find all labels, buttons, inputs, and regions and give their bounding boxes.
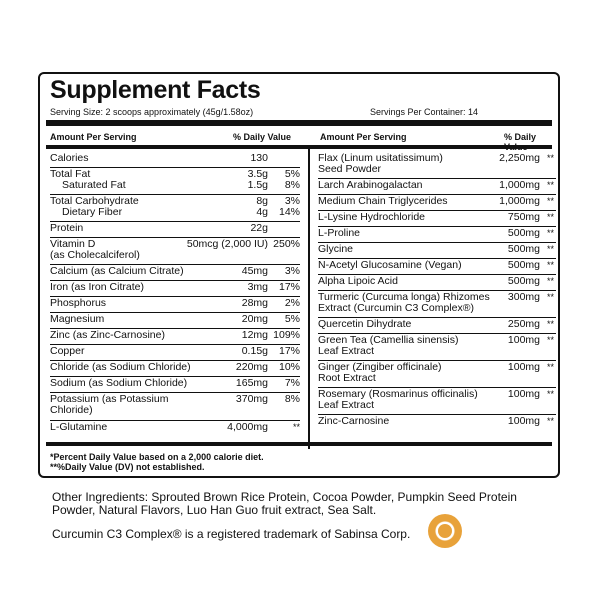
nutrient-amount: 500mg [507,243,540,255]
nutrient-name: Sodium (as Sodium Chloride) [50,377,188,389]
nutrient-name-line2: Leaf Extract [318,399,375,411]
nutrient-amount: 250mg [507,318,540,330]
left-amount-header: Amount Per Serving [50,132,137,142]
trademark-notice: Curcumin C3 Complex® is a registered trademark of Sabinsa Corp. [52,527,411,541]
nutrient-amount: 0.15g [241,345,268,357]
nutrient-name: Flax (Linum usitatissimum) [318,152,443,164]
nutrient-name: Zinc-Carnosine [318,415,390,427]
footnote-percent-dv: *Percent Daily Value based on a 2,000 calorie diet. [50,452,264,462]
nutrient-amount: 1,000mg [499,179,540,191]
right-nutrient-row [318,292,556,319]
nutrient-daily-value: ** [546,153,554,163]
left-nutrient-row [50,239,300,266]
bottom-rule [46,442,552,446]
nutrient-name: Quercetin Dihydrate [318,318,412,330]
nutrient-name: Zinc (as Zinc-Carnosine) [50,329,165,341]
nutrient-name: Iron (as Iron Citrate) [50,281,144,293]
nutrient-amount: 300mg [507,291,540,303]
nutrient-daily-value: 5% [284,313,300,325]
sub-nutrient-daily-value: 14% [278,206,300,218]
nutrient-name-line2: (as Cholecalciferol) [50,249,140,261]
nutrient-name: N-Acetyl Glucosamine (Vegan) [318,259,462,271]
nutrient-name: Chloride (as Sodium Chloride) [50,361,191,373]
nutrient-amount: 500mg [507,275,540,287]
nutrient-name: L-Proline [318,227,361,239]
nutrient-amount: 100mg [507,361,540,373]
nutrient-name-line2: Extract (Curcumin C3 Complex®) [318,302,474,314]
nutrient-daily-value: 7% [284,377,300,389]
right-nutrient-row [318,362,556,389]
nutrient-name: Protein [50,222,84,234]
nutrient-daily-value: ** [546,196,554,206]
nutrient-daily-value: ** [546,416,554,426]
nutrient-daily-value: ** [546,319,554,329]
nutrient-daily-value: ** [546,244,554,254]
nutrient-amount: 750mg [507,211,540,223]
nutrient-name: Turmeric (Curcuma longa) Rhizomes [318,291,490,303]
nutrient-name: Glycine [318,243,354,255]
nutrient-name: Rosemary (Rosmarinus officinalis) [318,388,478,400]
nutrient-amount: 8g [256,195,268,207]
nutrient-amount: 500mg [507,259,540,271]
nutrient-daily-value: ** [546,389,554,399]
nutrient-amount: 3.5g [247,168,268,180]
right-dv-header: % Daily [504,132,537,142]
nutrient-amount: 28mg [241,297,268,309]
nutrient-name: Magnesium [50,313,105,325]
nutrient-amount: 500mg [507,227,540,239]
nutrient-name: Copper [50,345,85,357]
nutrient-name: Phosphorus [50,297,107,309]
nutrient-daily-value: 109% [273,329,300,341]
column-divider [308,149,310,449]
sub-nutrient-amount: 4g [256,206,268,218]
nutrient-amount: 4,000mg [227,421,268,433]
sub-nutrient-name: Saturated Fat [62,179,126,191]
footnote-dv-not-established: **%Daily Value (DV) not established. [50,462,205,472]
nutrient-daily-value: ** [546,212,554,222]
nutrient-amount: 20mg [241,313,268,325]
nutrient-name: Alpha Lipoic Acid [318,275,398,287]
nutrient-amount: 220mg [235,361,268,373]
header-rule [46,145,552,149]
nutrient-name: Calcium (as Calcium Citrate) [50,265,184,277]
nutrient-daily-value: 2% [284,297,300,309]
nutrient-name: Total Carbohydrate [50,195,139,207]
page-title: Supplement Facts [50,76,261,104]
nutrient-daily-value: ** [546,260,554,270]
nutrient-daily-value: ** [292,422,300,432]
nutrient-name: L-Lysine Hydrochloride [318,211,425,223]
nutrient-daily-value: 250% [273,238,300,250]
nutrient-daily-value: ** [546,180,554,190]
nutrient-name: Calories [50,152,89,164]
sub-nutrient-name: Dietary Fiber [62,206,123,218]
other-ingredients: Other Ingredients: Sprouted Brown Rice Protein, Cocoa Powder, Pumpkin Seed Protein Powder, Natural Flavors, Luo Han Guo fruit extract, Sea Salt. [52,490,517,517]
nutrient-amount: 130 [250,152,268,164]
nutrient-amount: 12mg [241,329,268,341]
nutrient-daily-value: ** [546,335,554,345]
nutrient-name: Larch Arabinogalactan [318,179,423,191]
left-nutrient-row [50,169,300,196]
nutrient-name: Potassium (as Potassium [50,393,169,405]
nutrient-amount: 1,000mg [499,195,540,207]
nutrient-daily-value: 3% [284,265,300,277]
nutrient-amount: 370mg [235,393,268,405]
right-nutrient-row [318,416,556,436]
left-nutrient-row [50,394,300,422]
left-nutrient-row [50,422,300,442]
nutrient-amount: 45mg [241,265,268,277]
servings-per-container: Servings Per Container: 14 [370,107,479,117]
sub-nutrient-daily-value: 8% [284,179,300,191]
nutrient-daily-value: ** [546,228,554,238]
nutrient-amount: 100mg [507,388,540,400]
nutrient-name: Medium Chain Triglycerides [318,195,448,207]
right-nutrient-row [318,389,556,416]
nutrient-daily-value: 10% [278,361,300,373]
right-amount-header: Amount Per Serving [320,132,407,142]
nutrient-name: Vitamin D [50,238,96,250]
nutrient-name-line2: Chloride) [50,404,93,416]
thick-rule [46,120,552,126]
serving-size: Serving Size: 2 scoops approximately (45g/1.58oz) [50,107,254,117]
nutrient-amount: 3mg [247,281,268,293]
nutrient-name-line2: Root Extract [318,372,376,384]
nutrient-name-line2: Leaf Extract [318,345,375,357]
left-dv-header: % Daily Value [233,132,292,142]
nutrient-amount: 100mg [507,415,540,427]
nutrient-daily-value: ** [546,292,554,302]
left-nutrient-row [50,196,300,223]
nutrient-name: Total Fat [50,168,91,180]
nutrient-amount: 2,250mg [499,152,540,164]
supplement-facts-panel [38,72,560,478]
nutrient-name: Ginger (Zingiber officinale) [318,361,442,373]
nutrient-daily-value: 5% [284,168,300,180]
nutrient-name-line2: Seed Powder [318,163,382,175]
nutrient-daily-value: ** [546,276,554,286]
nutrient-name: Green Tea (Camellia sinensis) [318,334,459,346]
curcumin-c3-seal-icon [428,514,462,548]
nutrient-daily-value: 8% [284,393,300,405]
nutrient-amount: 50mcg (2,000 IU) [186,238,268,250]
nutrient-name: L-Glutamine [50,421,108,433]
nutrient-amount: 165mg [235,377,268,389]
nutrient-daily-value: ** [546,362,554,372]
right-nutrient-row [318,335,556,362]
nutrient-daily-value: 3% [284,195,300,207]
nutrient-amount: 100mg [507,334,540,346]
nutrient-daily-value: 17% [278,281,300,293]
sub-nutrient-amount: 1.5g [247,179,268,191]
right-nutrient-row [318,153,556,180]
nutrient-amount: 22g [250,222,268,234]
nutrient-daily-value: 17% [278,345,300,357]
